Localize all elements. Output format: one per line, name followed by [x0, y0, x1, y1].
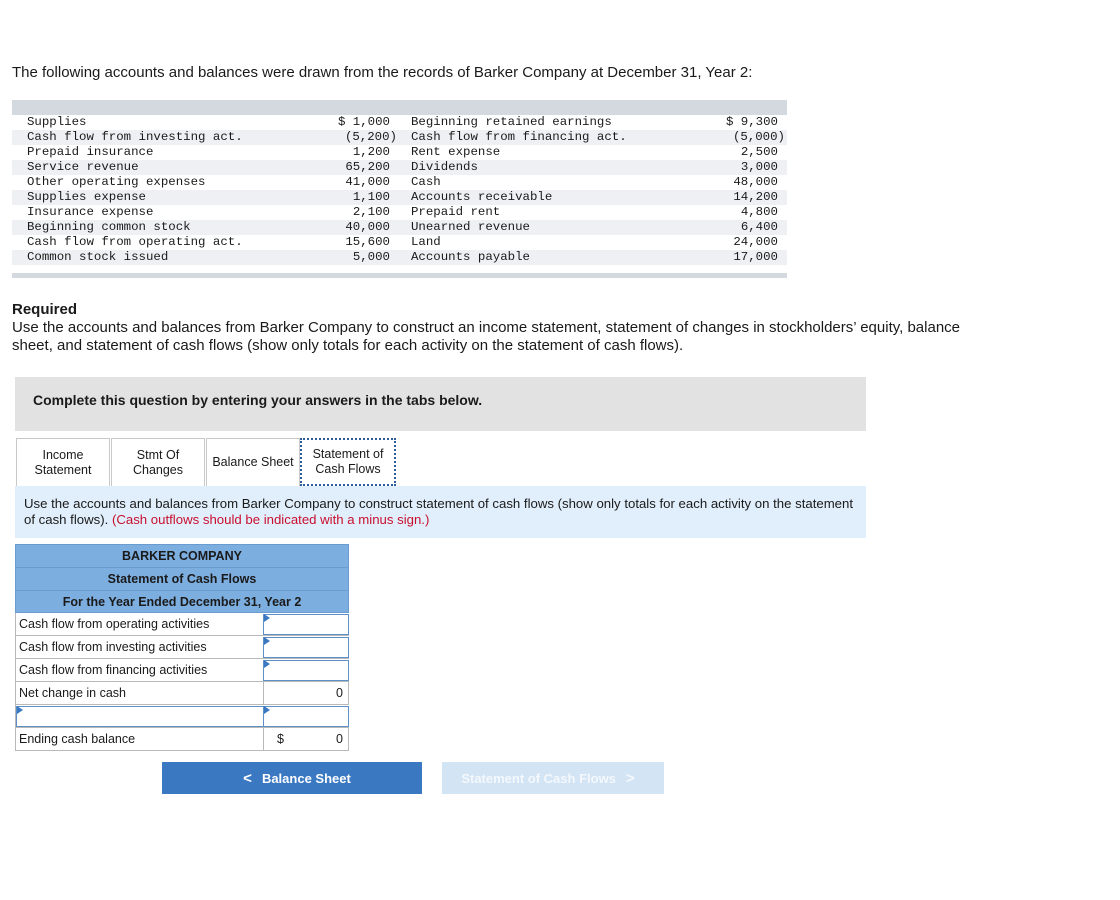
account-name: Cash flow from operating act.	[27, 235, 243, 249]
account-value: $ 9,300	[725, 115, 778, 129]
instruction-text: Use the accounts and balances from Barker Company to construct statement of cash flows (show only totals for each activity on the statement of cash flows).	[24, 496, 854, 527]
financing-amount-input[interactable]	[263, 660, 349, 681]
ledger-row	[12, 115, 787, 130]
next-tab-label: Statement of Cash Flows	[461, 770, 616, 786]
account-value: 2,500	[740, 145, 778, 159]
required-heading: Required	[12, 301, 78, 318]
account-name: Cash flow from investing act.	[27, 130, 243, 144]
account-name: Common stock issued	[27, 250, 169, 264]
net-change-row	[15, 682, 349, 705]
net-change-value: 0	[336, 686, 343, 700]
investing-row	[15, 636, 349, 659]
tab-label: Cash Flows	[315, 462, 381, 476]
account-value: 65,200	[345, 160, 390, 174]
previous-tab-button[interactable]	[162, 762, 422, 794]
tab-statement-of-cash-flows[interactable]	[300, 438, 396, 486]
operating-amount-input[interactable]	[263, 614, 349, 635]
intro-text: The following accounts and balances were drawn from the records of Barker Company at December 31, Year 2:	[12, 64, 753, 81]
input-marker-icon	[264, 637, 270, 645]
next-tab-button	[442, 762, 664, 794]
account-value: 4,800	[740, 205, 778, 219]
operating-label: Cash flow from operating activities	[19, 617, 210, 631]
tab-balance-sheet[interactable]	[206, 438, 300, 486]
company-name: BARKER COMPANY	[15, 544, 349, 567]
ledger-row	[12, 130, 787, 145]
ledger-row	[12, 250, 787, 265]
account-name: Land	[411, 235, 441, 249]
tab-income-statement[interactable]	[16, 438, 110, 486]
tab-instructions	[15, 486, 866, 538]
ending-cash-value: 0	[336, 732, 343, 746]
ledger-row	[12, 205, 787, 220]
account-name: Cash	[411, 175, 441, 189]
account-value: 40,000	[345, 220, 390, 234]
account-value: 15,600	[345, 235, 390, 249]
chevron-right-icon: >	[625, 769, 635, 787]
ending-cash-cell	[263, 728, 349, 750]
input-marker-icon	[264, 660, 270, 668]
tab-label: Income	[42, 447, 84, 462]
account-name: Accounts receivable	[411, 190, 553, 204]
statement-period: For the Year Ended December 31, Year 2	[15, 590, 349, 613]
previous-tab-label: Balance Sheet	[261, 770, 351, 786]
ending-cash-row	[15, 728, 349, 751]
account-value: $ 1,000	[337, 115, 390, 129]
ledger-row	[12, 190, 787, 205]
input-marker-icon	[264, 706, 270, 714]
account-value: 5,000	[352, 250, 390, 264]
beginning-cash-row	[15, 705, 349, 728]
tab-label: Statement	[34, 462, 92, 477]
account-balances-table	[12, 100, 787, 278]
input-marker-icon	[264, 614, 270, 622]
account-name: Beginning retained earnings	[411, 115, 612, 129]
account-name: Beginning common stock	[27, 220, 191, 234]
account-name: Rent expense	[411, 145, 501, 159]
tab-label: Statement of	[312, 447, 384, 461]
account-name: Service revenue	[27, 160, 139, 174]
account-value: 6,400	[740, 220, 778, 234]
account-name: Prepaid insurance	[27, 145, 154, 159]
beginning-cash-amount-input[interactable]	[263, 706, 349, 727]
financing-label: Cash flow from financing activities	[19, 663, 208, 677]
account-name: Cash flow from financing act.	[411, 130, 627, 144]
tab-label: Balance Sheet	[212, 455, 294, 469]
chevron-left-icon: <	[243, 769, 252, 787]
account-name: Accounts payable	[411, 250, 530, 264]
investing-amount-input[interactable]	[263, 637, 349, 658]
account-value: 14,200	[733, 190, 778, 204]
tab-label: Changes	[132, 462, 184, 477]
ledger-row	[12, 235, 787, 250]
currency-symbol: $	[277, 732, 284, 746]
financing-row	[15, 659, 349, 682]
ledger-row	[12, 145, 787, 160]
account-name: Dividends	[411, 160, 478, 174]
net-change-cell	[263, 682, 349, 704]
operating-row	[15, 613, 349, 636]
account-value: 17,000	[733, 250, 778, 264]
tab-stmt-of-changes[interactable]	[111, 438, 205, 486]
account-name: Unearned revenue	[411, 220, 530, 234]
statement-of-cash-flows	[15, 544, 349, 751]
account-value: 2,100	[352, 205, 390, 219]
tab-label: Stmt Of	[136, 447, 180, 462]
ledger-row	[12, 160, 787, 175]
required-text: Use the accounts and balances from Barker Company to construct an income statement, statement of changes in stockholders’ equity, balance sheet, and statement of cash flows (show only totals for each activity on the statement of cash flows).	[12, 319, 961, 354]
account-name: Supplies expense	[27, 190, 146, 204]
account-value: 1,200	[352, 145, 390, 159]
net-change-label: Net change in cash	[19, 686, 127, 700]
account-value: (5,200)	[344, 130, 397, 144]
account-name: Other operating expenses	[27, 175, 206, 189]
investing-label: Cash flow from investing activities	[19, 640, 207, 654]
account-name: Supplies	[27, 115, 87, 129]
account-value: 3,000	[740, 160, 778, 174]
account-name: Insurance expense	[27, 205, 154, 219]
ledger-row	[12, 220, 787, 235]
ledger-row	[12, 175, 787, 190]
account-name: Prepaid rent	[411, 205, 501, 219]
ending-cash-label: Ending cash balance	[19, 732, 136, 746]
input-marker-icon	[17, 706, 23, 714]
account-value: 48,000	[733, 175, 778, 189]
account-value: 41,000	[345, 175, 390, 189]
instruction-note: (Cash outflows should be indicated with a minus sign.)	[111, 512, 430, 527]
account-value: 24,000	[733, 235, 778, 249]
instructions-banner: Complete this question by entering your answers in the tabs below.	[15, 377, 866, 431]
account-value: (5,000)	[732, 130, 785, 144]
account-value: 1,100	[352, 190, 390, 204]
statement-title: Statement of Cash Flows	[15, 567, 349, 590]
